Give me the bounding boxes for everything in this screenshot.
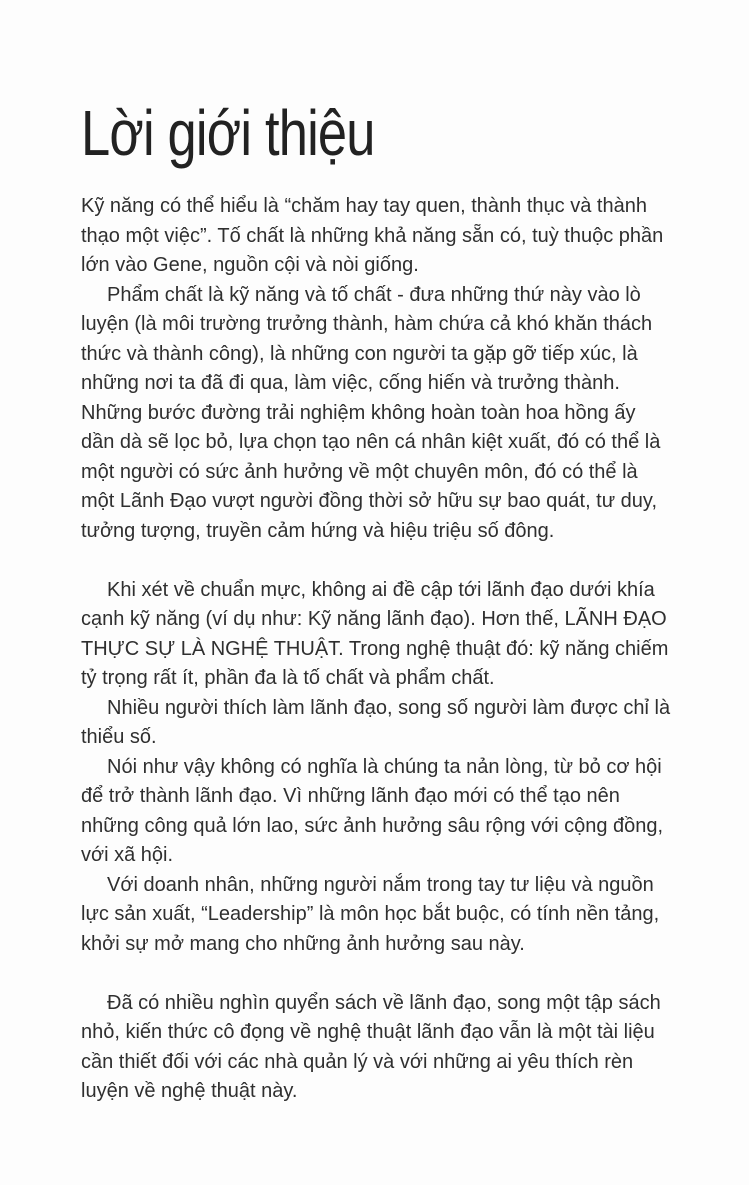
paragraph: Phẩm chất là kỹ năng và tố chất - đưa những thứ này vào lò luyện (là môi trường trưởng thành, hàm chứa cả khó khăn thách thức và thành công), là những con người ta gặp gỡ tiếp xúc, là những nơi ta đã đi qua, làm việc, cống hiến và trưởng thành. Những bước đường trải nghiệm không hoàn toàn hoa hồng ấy dần dà sẽ lọc bỏ, lựa chọn tạo nên cá nhân kiệt xuất, đó có thể là một người có sức ảnh hưởng về một chuyên môn, đó có thể là một Lãnh Đạo vượt người đồng thời sở hữu sự bao quát, tư duy, tưởng tượng, truyền cảm hứng và hiệu triệu số đông.: [81, 283, 661, 542]
paragraph: Đã có nhiều nghìn quyển sách về lãnh đạo, song một tập sách nhỏ, kiến thức cô đọng về nghệ thuật lãnh đạo vẫn là một tài liệu cần thiết đối với các nhà quản lý và với những ai yêu thích rèn luyện về nghệ thuật này.: [81, 991, 661, 1103]
paragraph: Nói như vậy không có nghĩa là chúng ta nản lòng, từ bỏ cơ hội để trở thành lãnh đạo. Vì những lãnh đạo mới có thể tạo nên những công quả lớn lao, sức ảnh hưởng sâu rộng với cộng đồng, với xã hội.: [81, 755, 664, 867]
paragraph: Với doanh nhân, những người nắm trong tay tư liệu và nguồn lực sản xuất, “Leadership” là môn học bắt buộc, có tính nền tảng, khởi sự mở mang cho những ảnh hưởng sau này.: [81, 873, 660, 955]
body-text: [81, 192, 671, 1107]
page-title: Lời giới thiệu: [81, 97, 375, 169]
paragraph: Nhiều người thích làm lãnh đạo, song số người làm được chỉ là thiểu số.: [81, 696, 671, 749]
paragraph: Kỹ năng có thể hiểu là “chăm hay tay quen, thành thục và thành thạo một việc”. Tố chất là những khả năng sẵn có, tuỳ thuộc phần lớn vào Gene, nguồn cội và nòi giống.: [81, 195, 664, 277]
paragraph: Khi xét về chuẩn mực, không ai đề cập tới lãnh đạo dưới khía cạnh kỹ năng (ví dụ như: Kỹ năng lãnh đạo). Hơn thế, LÃNH ĐẠO THỰC SỰ LÀ NGHỆ THUẬT. Trong nghệ thuật đó: kỹ năng chiếm tỷ trọng rất ít, phần đa là tố chất và phẩm chất.: [81, 578, 669, 690]
